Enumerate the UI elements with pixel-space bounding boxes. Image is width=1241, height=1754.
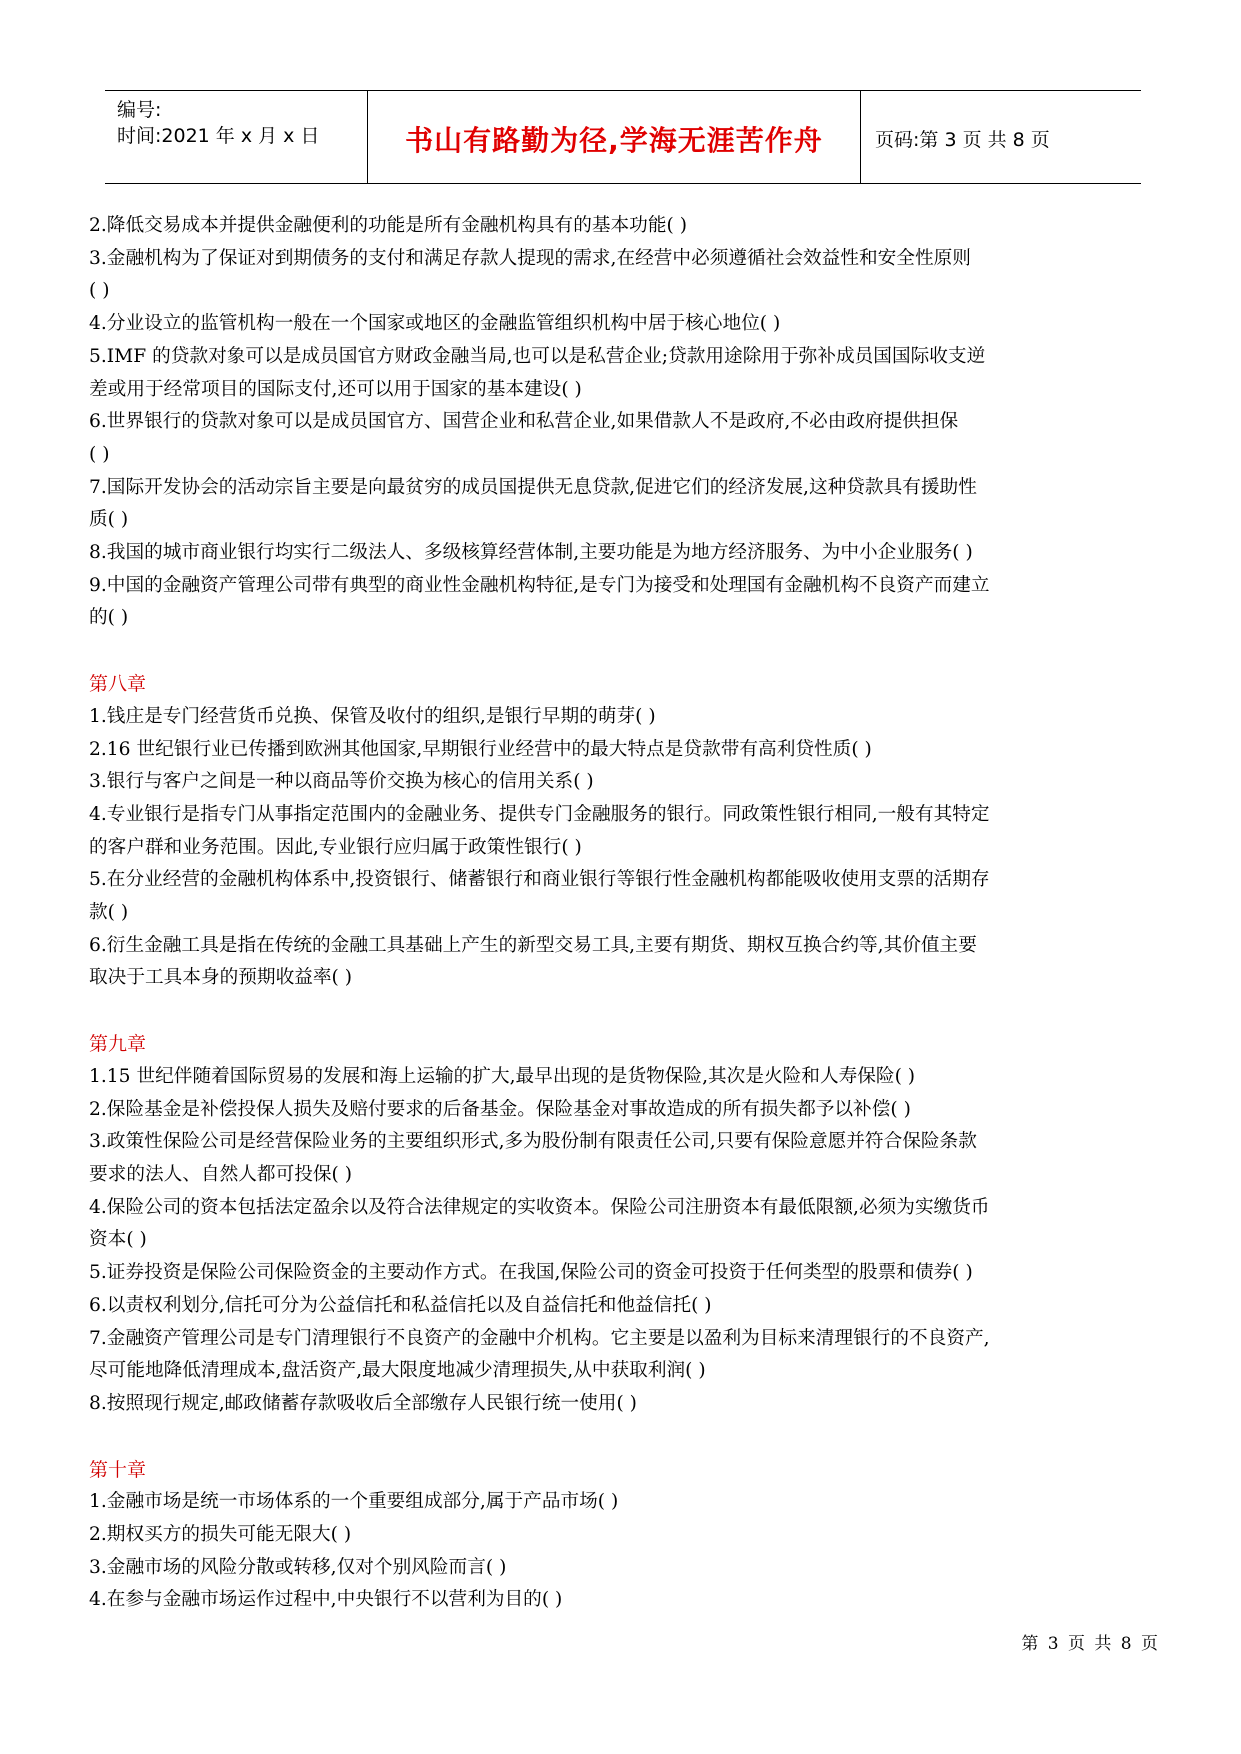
question-line: 4.保险公司的资本包括法定盈余以及符合法律规定的实收资本。保险公司注册资本有最低限额,必须为实缴货币 (89, 1196, 990, 1218)
question-line: 取决于工具本身的预期收益率( ) (89, 967, 353, 989)
question-line: 6.衍生金融工具是指在传统的金融工具基础上产生的新型交易工具,主要有期货、期权互换合约等,其价值主要 (89, 934, 977, 956)
question-line: 2.保险基金是补偿投保人损失及赔付要求的后备基金。保险基金对事故造成的所有损失都予以补偿( ) (89, 1098, 911, 1120)
question-line: ( ) (89, 443, 110, 465)
question-line: 3.金融机构为了保证对到期债务的支付和满足存款人提现的需求,在经营中必须遵循社会效益性和安全性原则 (89, 247, 971, 269)
page-header (105, 90, 1141, 184)
question-line: 要求的法人、自然人都可投保( ) (89, 1163, 353, 1185)
question-line: 8.按照现行规定,邮政储蓄存款吸收后全部缴存人民银行统一使用( ) (89, 1392, 637, 1414)
question-line: 6.世界银行的贷款对象可以是成员国官方、国营企业和私营企业,如果借款人不是政府,不必由政府提供担保 (89, 411, 959, 433)
question-line: 3.银行与客户之间是一种以商品等价交换为核心的信用关系( ) (89, 771, 594, 793)
chapter-heading: 第九章 (89, 1033, 147, 1056)
question-line: 4.专业银行是指专门从事指定范围内的金融业务、提供专门金融服务的银行。同政策性银行相同,一般有其特定 (89, 803, 990, 825)
section-spacer (89, 635, 1159, 668)
question-line: 3.金融市场的风险分散或转移,仅对个别风险而言( ) (89, 1556, 507, 1578)
question-line: 1.钱庄是专门经营货币兑换、保管及收付的组织,是银行早期的萌芽( ) (89, 705, 656, 727)
header-motto: 书山有路勤为径,学海无涯苦作舟 (405, 124, 823, 157)
chapter-section (89, 635, 1159, 995)
question-line: 2.16 世纪银行业已传播到欧洲其他国家,早期银行业经营中的最大特点是贷款带有高利贷性质( ) (89, 738, 872, 760)
question-line: 2.降低交易成本并提供金融便利的功能是所有金融机构具有的基本功能( ) (89, 215, 687, 236)
chapter-section (89, 995, 1159, 1420)
page-footer: 第 3 页 共 8 页 (1021, 1634, 1160, 1654)
question-line: 1.15 世纪伴随着国际贸易的发展和海上运输的扩大,最早出现的是货物保险,其次是火险和人寿保险( ) (89, 1065, 916, 1087)
question-line: 4.在参与金融市场运作过程中,中央银行不以营利为目的( ) (89, 1589, 563, 1611)
question-line: 3.政策性保险公司是经营保险业务的主要组织形式,多为股份制有限责任公司,只要有保险意愿并符合保险条款 (89, 1131, 977, 1153)
question-line: 4.分业设立的监管机构一般在一个国家或地区的金融监管组织机构中居于核心地位( ) (89, 313, 781, 335)
header-meta-cell (105, 91, 368, 183)
question-line: 差或用于经常项目的国际支付,还可以用于国家的基本建设( ) (89, 378, 582, 400)
question-line: 5.IMF 的贷款对象可以是成员国官方财政金融当局,也可以是私营企业;贷款用途除用于弥补成员国国际收支逆 (89, 345, 986, 367)
chapter-heading: 第八章 (89, 673, 147, 696)
document-time-label: 时间:2021 年 x 月 x 日 (117, 125, 320, 147)
document-body (89, 210, 1159, 1617)
question-line: 7.国际开发协会的活动宗旨主要是向最贫穷的成员国提供无息贷款,促进它们的经济发展,这种贷款具有援助性 (89, 476, 977, 498)
question-line: 8.我国的城市商业银行均实行二级法人、多级核算经营体制,主要功能是为地方经济服务、为中小企业服务( ) (89, 542, 973, 564)
question-line: 质( ) (89, 509, 129, 531)
question-line: 1.金融市场是统一市场体系的一个重要组成部分,属于产品市场( ) (89, 1491, 619, 1513)
chapter-section (89, 210, 1159, 635)
section-spacer (89, 1421, 1159, 1454)
question-line: 7.金融资产管理公司是专门清理银行不良资产的金融中介机构。它主要是以盈利为目标来清理银行的不良资产, (89, 1327, 990, 1349)
question-line: 款( ) (89, 902, 129, 924)
section-spacer (89, 995, 1159, 1028)
question-line: 资本( ) (89, 1229, 147, 1251)
question-line: 的客户群和业务范围。因此,专业银行应归属于政策性银行( ) (89, 836, 582, 858)
question-line: ( ) (89, 280, 110, 302)
header-page-cell (861, 91, 1141, 183)
chapter-heading: 第十章 (89, 1458, 147, 1481)
header-motto-cell (368, 91, 861, 183)
question-line: 5.证券投资是保险公司保险资金的主要动作方式。在我国,保险公司的资金可投资于任何类型的股票和债券( ) (89, 1262, 973, 1284)
question-line: 6.以责权利划分,信托可分为公益信托和私益信托以及自益信托和他益信托( ) (89, 1294, 712, 1316)
question-line: 尽可能地降低清理成本,盘活资产,最大限度地减少清理损失,从中获取利润( ) (89, 1360, 706, 1382)
question-line: 2.期权买方的损失可能无限大( ) (89, 1524, 352, 1546)
question-line: 9.中国的金融资产管理公司带有典型的商业性金融机构特征,是专门为接受和处理国有金融机构不良资产而建立 (89, 574, 990, 596)
document-number-label: 编号: (117, 99, 162, 121)
header-page-code: 页码:第 3 页 共 8 页 (875, 129, 1050, 151)
question-line: 5.在分业经营的金融机构体系中,投资银行、储蓄银行和商业银行等银行性金融机构都能吸收使用支票的活期存 (89, 869, 990, 891)
chapter-section (89, 1421, 1159, 1618)
question-line: 的( ) (89, 607, 129, 629)
